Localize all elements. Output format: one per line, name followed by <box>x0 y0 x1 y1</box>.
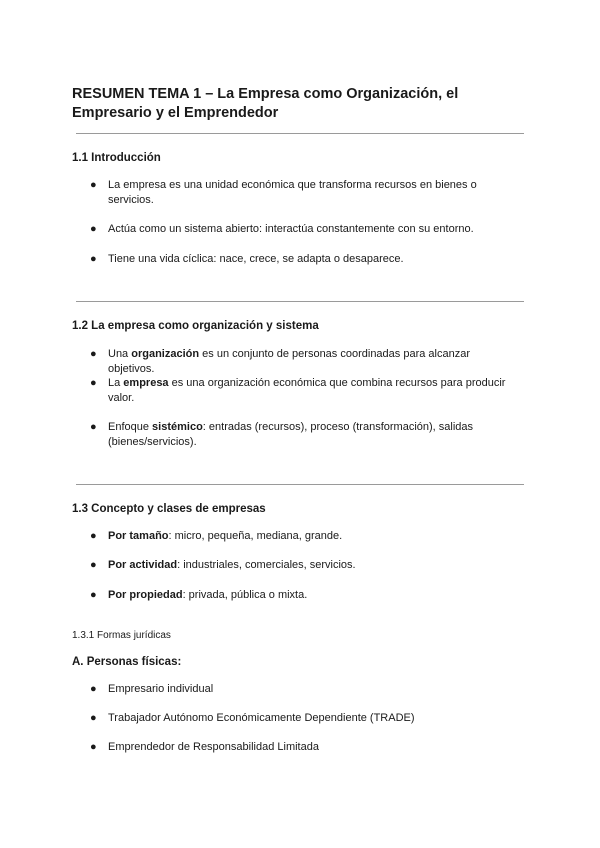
section-heading-1-2: 1.2 La empresa como organización y sistema <box>72 320 319 332</box>
horizontal-rule <box>76 301 524 302</box>
bullet-dot-icon: ● <box>90 223 97 235</box>
bullet-dot-icon: ● <box>90 530 97 542</box>
bullet-dot-icon: ● <box>90 348 97 360</box>
horizontal-rule <box>76 133 524 134</box>
subsection-heading-1-3-1: 1.3.1 Formas jurídicas <box>72 630 171 641</box>
document-title: RESUMEN TEMA 1 – La Empresa como Organización, el Empresario y el Emprendedor <box>72 86 459 121</box>
subsubsection-heading: A. Personas físicas: <box>72 656 182 668</box>
bullet-dot-icon: ● <box>90 253 97 265</box>
bullet-dot-icon: ● <box>90 559 97 571</box>
horizontal-rule <box>76 484 524 485</box>
bullet-dot-icon: ● <box>90 377 97 389</box>
bullet-dot-icon: ● <box>90 589 97 601</box>
bullet-dot-icon: ● <box>90 712 97 724</box>
bullet-dot-icon: ● <box>90 179 97 191</box>
section-heading-1-3: 1.3 Concepto y clases de empresas <box>72 503 266 515</box>
section-heading-1-1: 1.1 Introducción <box>72 152 161 164</box>
bullet-dot-icon: ● <box>90 421 97 433</box>
bullet-dot-icon: ● <box>90 741 97 753</box>
bullet-dot-icon: ● <box>90 683 97 695</box>
